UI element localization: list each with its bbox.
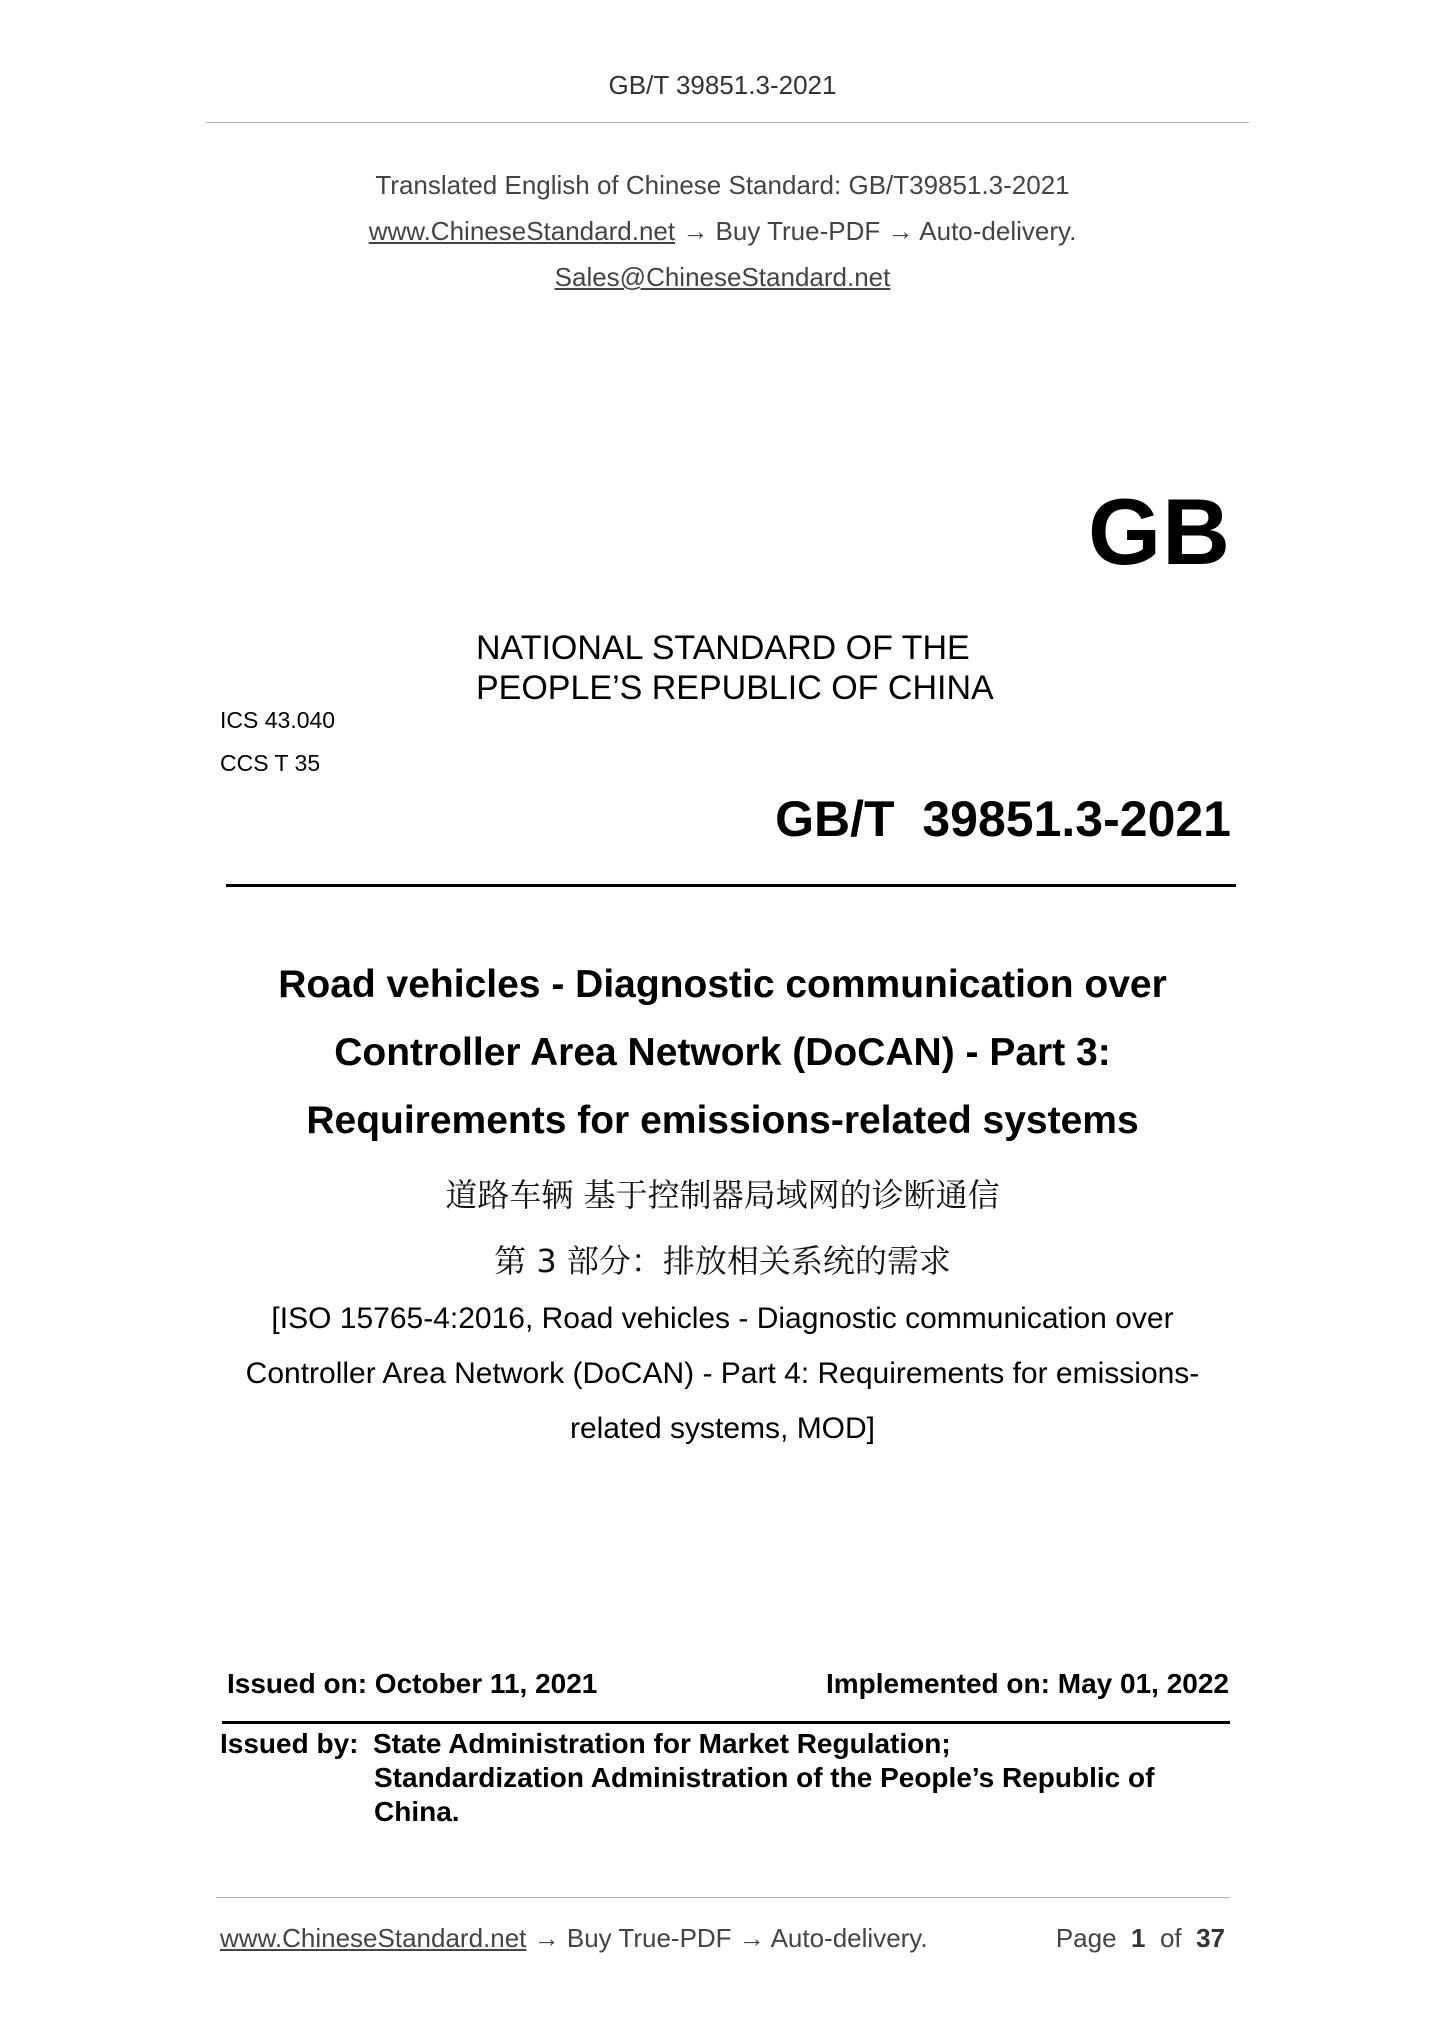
issued-on-date: Issued on: October 11, 2021 — [227, 1668, 598, 1699]
promo-line-email — [0, 262, 1445, 293]
standard-number-divider — [226, 884, 1236, 887]
issuer-line-1: State Administration for Market Regulation; — [373, 1728, 951, 1759]
chinesestandard-link[interactable]: www.ChineseStandard.net — [368, 216, 676, 246]
dates-divider — [222, 1721, 1230, 1724]
national-title-line-2: PEOPLE’S REPUBLIC OF CHINA — [476, 669, 994, 707]
national-title-line-1: NATIONAL STANDARD OF THE — [476, 629, 970, 667]
iso-reference-line-2: Controller Area Network (DoCAN) - Part 4: Requirements for emissions- — [245, 1357, 1200, 1390]
footer-buy-text: → Buy True-PDF → Auto-delivery. — [526, 1923, 928, 1953]
gb-logo: GB — [1088, 479, 1231, 584]
footer-promo — [220, 1923, 928, 1954]
national-standard-title — [476, 628, 994, 708]
standard-number: GB/T 39851.3-2021 — [775, 791, 1231, 847]
implemented-on-date: Implemented on: May 01, 2022 — [825, 1668, 1229, 1699]
header-divider — [206, 122, 1249, 123]
ics-code: ICS 43.040 — [220, 707, 336, 733]
issuer-line-3: China. — [374, 1796, 460, 1827]
chinese-title-line-1: 道路车辆 基于控制器局域网的诊断通信 — [445, 1176, 1000, 1214]
sales-email-link[interactable]: Sales@ChineseStandard.net — [554, 262, 891, 292]
page-label: Page — [1055, 1923, 1117, 1953]
page-number: 1 — [1131, 1923, 1146, 1953]
of-label: of — [1159, 1923, 1182, 1953]
footer-divider — [216, 1897, 1230, 1898]
english-title-line-3: Requirements for emissions-related systems — [306, 1099, 1139, 1142]
issued-by-label: Issued by: — [220, 1728, 359, 1759]
running-header: GB/T 39851.3-2021 — [608, 70, 837, 100]
page-total: 37 — [1196, 1923, 1225, 1953]
footer-chinesestandard-link[interactable]: www.ChineseStandard.net — [220, 1923, 527, 1953]
iso-reference-line-1: [ISO 15765-4:2016, Road vehicles - Diagnostic communication over — [271, 1302, 1174, 1335]
issuer-line-2: Standardization Administration of the People’s Republic of — [374, 1762, 1155, 1793]
promo-line-translation: Translated English of Chinese Standard: GB/T39851.3-2021 — [375, 170, 1070, 200]
english-title-line-1: Road vehicles - Diagnostic communication over — [278, 963, 1167, 1006]
page-indicator — [1056, 1923, 1225, 1954]
english-title-line-2: Controller Area Network (DoCAN) - Part 3: — [334, 1031, 1111, 1074]
promo-line-buy — [0, 216, 1445, 247]
iso-reference-line-3: related systems, MOD] — [569, 1412, 876, 1445]
promo-buy-text: → Buy True-PDF → Auto-delivery. — [675, 216, 1077, 246]
ccs-code: CCS T 35 — [220, 750, 321, 776]
chinese-title-line-2: 第 3 部分：排放相关系统的需求 — [494, 1242, 951, 1280]
